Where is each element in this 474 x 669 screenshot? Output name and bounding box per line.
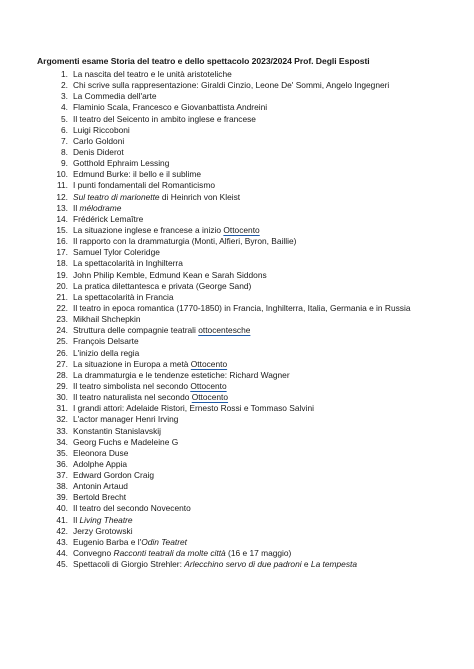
list-item-text [73, 169, 201, 180]
list-item-number: 36. [56, 458, 68, 469]
list-item-number: 28. [56, 369, 68, 380]
list-item-text [73, 503, 191, 514]
list-item-number: 30. [56, 392, 68, 403]
text-span: Il teatro del secondo Novecento [73, 503, 191, 514]
list-item-text [73, 192, 240, 203]
list-item-number: 7. [61, 135, 68, 146]
list-item-text [73, 559, 357, 570]
list-item-text [73, 526, 133, 537]
text-span: John Philip Kemble, Edmund Kean e Sarah Siddons [73, 269, 267, 280]
text-span: Luigi Riccoboni [73, 124, 130, 135]
list-item-text [73, 270, 267, 281]
text-span: Eleonora Duse [73, 447, 129, 458]
text-span: Convegno [73, 548, 114, 559]
text-span: I punti fondamentali del Romanticismo [73, 180, 215, 191]
list-item [0, 169, 474, 180]
list-item-number: 42. [56, 525, 68, 536]
text-span: I grandi attori: Adelaide Ristori, Ernesto Rossi e Tommaso Salvini [73, 403, 314, 414]
text-span: Edmund Burke: il bello e il sublime [73, 169, 202, 180]
list-item [0, 158, 474, 169]
document-title: Argomenti esame Storia del teatro e dello spettacolo 2023/2024 Prof. Degli Esposti [37, 56, 370, 66]
list-item [0, 270, 474, 281]
list-item-number: 14. [56, 213, 68, 224]
list-item [0, 147, 474, 158]
italic-title-span: Racconti teatrali da molte città [113, 548, 226, 559]
text-span: Struttura delle compagnie teatrali [73, 325, 199, 336]
underlined-span: ottocentesche [198, 325, 251, 336]
list-item-text [73, 180, 215, 191]
list-item [0, 203, 474, 214]
list-item-text [73, 481, 128, 492]
list-item-text [73, 548, 291, 559]
list-item [0, 348, 474, 359]
list-item-text [73, 292, 174, 303]
text-span: Il teatro naturalista nel secondo [73, 392, 192, 403]
list-item-number: 37. [56, 470, 68, 481]
text-span: Spettacoli di Giorgio Strehler: [73, 559, 185, 570]
list-item-text [73, 80, 389, 91]
list-item-text [73, 537, 187, 548]
list-item-number: 21. [56, 291, 68, 302]
underlined-span: Ottocento [190, 358, 228, 369]
list-item-text [73, 359, 227, 370]
text-span: (16 e 17 maggio) [225, 548, 292, 559]
list-item [0, 403, 474, 414]
list-item-text [73, 91, 157, 102]
list-item [0, 180, 474, 191]
list-item [0, 314, 474, 325]
list-item-text [73, 403, 314, 414]
list-item-text [73, 303, 411, 314]
list-item [0, 125, 474, 136]
italic-title-span: La tempesta [310, 559, 357, 570]
text-span: Gotthold Ephraim Lessing [73, 158, 170, 169]
list-item-text [73, 325, 250, 336]
list-item-text [73, 336, 139, 347]
text-span: François Delsarte [73, 336, 139, 347]
list-item [0, 336, 474, 347]
list-item [0, 247, 474, 258]
list-item [0, 448, 474, 459]
list-item [0, 537, 474, 548]
text-span: Carlo Goldoni [73, 135, 125, 146]
text-span: Chi scrive sulla rappresentazione: Giraldi Cinzio, Leone De' Sommi, Angelo Ingegneri [73, 80, 390, 91]
list-item [0, 214, 474, 225]
list-item [0, 303, 474, 314]
text-span: Frédérick Lemaître [73, 213, 144, 224]
list-item [0, 281, 474, 292]
list-item-number: 19. [56, 269, 68, 280]
list-item-text [73, 236, 296, 247]
list-item-text [73, 125, 130, 136]
text-span: Adolphe Appia [73, 458, 128, 469]
list-item-text [73, 281, 251, 292]
list-item [0, 459, 474, 470]
list-item-text [73, 392, 228, 403]
list-item-text [73, 247, 160, 258]
text-span: Il [73, 202, 80, 213]
list-item [0, 481, 474, 492]
underlined-span: Ottocento [223, 224, 260, 235]
list-item-number: 32. [56, 414, 68, 425]
text-span: Samuel Tylor Coleridge [73, 247, 160, 258]
list-item-text [73, 470, 154, 481]
list-item-text [73, 136, 124, 147]
list-item-text [73, 114, 256, 125]
list-item-text [73, 348, 139, 359]
text-span: L'actor manager Henri Irving [73, 414, 179, 425]
italic-title-span: Odin Teatret [141, 536, 187, 547]
text-span: Georg Fuchs e Madeleine G [73, 436, 179, 447]
list-item-text [73, 314, 141, 325]
text-span: La spettacolarità in Inghilterra [73, 258, 183, 269]
list-item [0, 225, 474, 236]
list-item-text [73, 437, 178, 448]
text-span: Flaminio Scala, Francesco e Giovanbattista Andreini [73, 102, 268, 113]
list-item-text [73, 214, 143, 225]
list-item [0, 414, 474, 425]
list-item [0, 292, 474, 303]
list-item-number: 31. [56, 403, 68, 414]
list-item-number: 44. [56, 548, 68, 559]
text-span: Mikhail Shchepkin [73, 314, 141, 325]
list-item-text [73, 225, 260, 236]
list-item-number: 10. [56, 169, 68, 180]
list-item-number: 13. [56, 202, 68, 213]
text-span: Il rapporto con la drammaturgia (Monti, Alfieri, Byron, Baillie) [73, 236, 297, 247]
list-item-number: 9. [61, 158, 68, 169]
topic-list [0, 69, 474, 570]
list-item-text [73, 381, 227, 392]
list-item-text [73, 448, 128, 459]
list-item-text [73, 370, 290, 381]
list-item [0, 426, 474, 437]
list-item-number: 23. [56, 314, 68, 325]
text-span: La nascita del teatro e le unità aristoteliche [73, 69, 232, 79]
list-item-number: 35. [56, 447, 68, 458]
text-span: L'inizio della regia [73, 347, 140, 358]
text-span: La Commedia dell'arte [73, 91, 157, 102]
list-item-number: 43. [56, 536, 68, 547]
list-item-number: 39. [56, 492, 68, 503]
list-item [0, 102, 474, 113]
text-span: Edward Gordon Craig [73, 470, 154, 481]
italic-title-span: mélodrame [79, 202, 122, 213]
list-item-number: 41. [56, 514, 68, 525]
text-span: La spettacolarità in Francia [73, 291, 174, 302]
list-item [0, 392, 474, 403]
list-item-number: 12. [56, 191, 68, 202]
list-item-number: 40. [56, 503, 68, 514]
text-span: Eugenio Barba e l' [73, 536, 142, 547]
underlined-span: Ottocento [190, 380, 227, 391]
italic-title-span: Living Theatre [79, 514, 133, 525]
list-item-number: 4. [61, 102, 68, 113]
list-item [0, 526, 474, 537]
list-item [0, 548, 474, 559]
text-span: Il teatro simbolista nel secondo [73, 380, 191, 391]
list-item [0, 114, 474, 125]
text-span: Il teatro in epoca romantica (1770-1850) in Francia, Inghilterra, Italia, Germania e in Russia [73, 302, 411, 313]
list-item-text [73, 69, 232, 80]
underlined-span: Ottocento [191, 392, 229, 403]
list-item-number: 17. [56, 247, 68, 258]
list-item-number: 18. [56, 258, 68, 269]
list-item-number: 2. [61, 80, 68, 91]
list-item-text [73, 203, 121, 214]
list-item [0, 359, 474, 370]
text-span: Antonin Artaud [73, 481, 128, 492]
text-span: Jerzy Grotowski [73, 525, 133, 536]
text-span: Konstantin Stanislavskij [73, 425, 161, 436]
list-item-number: 1. [61, 69, 68, 79]
italic-title-span: Arlecchino servo di due padroni [184, 559, 302, 570]
list-item [0, 515, 474, 526]
list-item [0, 236, 474, 247]
text-span: Il [73, 514, 80, 525]
text-span: di Heinrich von Kleist [159, 191, 241, 202]
list-item [0, 192, 474, 203]
list-item-text [73, 147, 124, 158]
list-item-text [73, 426, 161, 437]
list-item [0, 470, 474, 481]
list-item [0, 370, 474, 381]
list-item-number: 5. [61, 113, 68, 124]
text-span: La drammaturgia e le tendenze estetiche: Richard Wagner [73, 369, 290, 380]
list-item [0, 258, 474, 269]
text-span: La pratica dilettantesca e privata (George Sand) [73, 280, 252, 291]
list-item-number: 34. [56, 436, 68, 447]
list-item-text [73, 492, 126, 503]
list-item-text [73, 102, 267, 113]
list-item-number: 15. [56, 224, 68, 235]
list-item [0, 503, 474, 514]
list-item [0, 69, 474, 80]
list-item [0, 437, 474, 448]
list-item-number: 26. [56, 347, 68, 358]
text-span: e [301, 559, 311, 570]
list-item-number: 25. [56, 336, 68, 347]
list-item-text [73, 258, 183, 269]
text-span: Denis Diderot [73, 146, 124, 157]
text-span: Il teatro del Seicento in ambito inglese e francese [73, 113, 256, 124]
list-item [0, 136, 474, 147]
list-item-text [73, 158, 169, 169]
list-item [0, 91, 474, 102]
list-item-number: 22. [56, 302, 68, 313]
list-item-number: 27. [56, 358, 68, 369]
list-item [0, 381, 474, 392]
list-item [0, 559, 474, 570]
list-item [0, 492, 474, 503]
list-item-number: 11. [56, 180, 68, 191]
list-item-number: 38. [56, 481, 68, 492]
list-item [0, 325, 474, 336]
list-item-number: 8. [61, 146, 68, 157]
list-item-number: 16. [56, 236, 68, 247]
list-item-number: 29. [56, 380, 68, 391]
list-item-number: 33. [56, 425, 68, 436]
list-item-text [73, 414, 178, 425]
text-span: Bertold Brecht [73, 492, 127, 503]
list-item-number: 6. [61, 124, 68, 135]
list-item-number: 24. [56, 325, 68, 336]
list-item-text [73, 515, 133, 526]
list-item-number: 3. [61, 91, 68, 102]
list-item-text [73, 459, 127, 470]
list-item-number: 45. [56, 559, 68, 570]
text-span: La situazione inglese e francese a inizio [73, 224, 224, 235]
italic-title-span: Sul teatro di marionette [73, 191, 160, 202]
list-item-number: 20. [56, 280, 68, 291]
list-item [0, 80, 474, 91]
text-span: La situazione in Europa a metà [73, 358, 191, 369]
